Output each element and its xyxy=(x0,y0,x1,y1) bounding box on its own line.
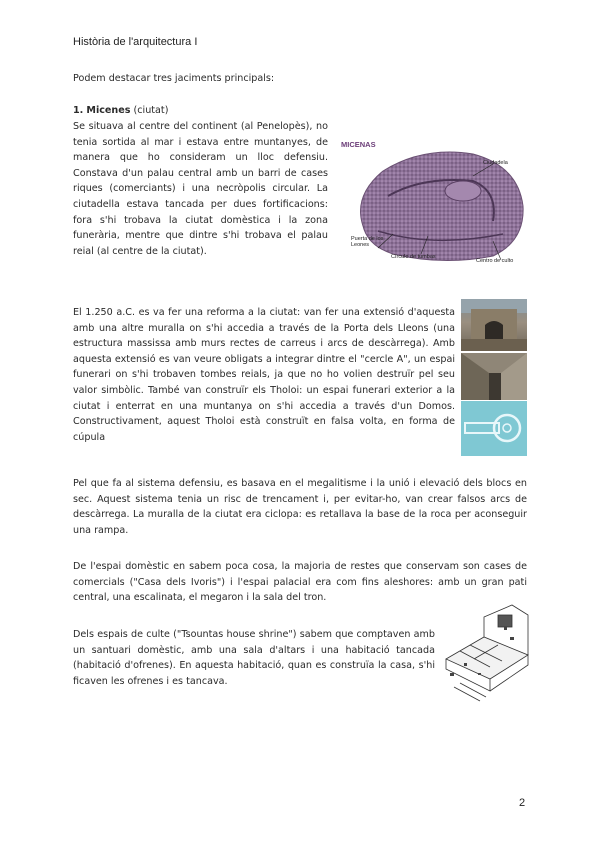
page-number: 2 xyxy=(519,797,526,809)
section-title: Micenes xyxy=(86,105,131,116)
section-subtitle: (ciutat) xyxy=(133,105,169,116)
section-heading xyxy=(73,103,333,119)
page-header: Història de l'arquitectura I xyxy=(73,36,198,48)
map-label-ciudadela: Ciudadela xyxy=(483,160,508,166)
tholos-plan-image xyxy=(461,401,527,456)
shrine-drawing xyxy=(440,597,532,707)
section-number: 1. xyxy=(73,105,84,116)
micenas-map-image xyxy=(333,136,527,266)
lion-gate-photo xyxy=(461,299,527,351)
paragraph-1: Se situava al centre del continent (al Penelopès), no tenia sortida al mar i estava entre muntanyes, de manera que ho consideram un lloc defensiu. Constava d'un palau central amb un barri de cases riques (comerciants) i una necròpolis circular. La ciutadella estava tancada per dues fortificacions: fora s'hi trobava la ciutat domèstica i la zona funerària, mentre que dintre s'hi trobava el palau reial (al centre de la ciutat). xyxy=(73,121,328,257)
paragraph-2: El 1.250 a.C. es va fer una reforma a la ciutat: van fer una extensió d'aquesta amb una altre muralla on s'hi accedia a través de la Porta dels Lleons (una estructura massissa amb murs rectes de carreus i arcs de descàrrega). Amb aquesta extensió es van veure obligats a integrar dintre el "cercle A", un espai funerari on s'hi trobaven tombes reials, ja que no ho volien destruïr pel seu valor simbòlic. També van construïr els Tholoi: un espai funerari exterior a la ciutat i enterrat en una muntanya on s'hi accedia a través d'un Domos. Constructivament, aquest Tholoi està construït en falsa volta, en forma de cúpula xyxy=(73,307,455,443)
paragraph-5: Dels espais de culte ("Tsountas house shrine") sabem que comptaven amb un santuari domèstic, amb una sala d'altars i una habitació tancada (habitació d'ofrenes). En aquesta habitació, quan es construïa la casa, s'hi ficaven les ofrenes i es tancava. xyxy=(73,629,435,687)
map-title: MICENAS xyxy=(341,140,376,149)
paragraph-3: Pel que fa al sistema defensiu, es basava en el megalitisme i la unió i elevació dels blocs en sec. Aquest sistema tenia un risc de trencament i, per evitar-ho, van crear falsos arcs de descàrrega. La muralla de la ciutat era ciclopa: es retallava la base de la roca per aconseguir una rampa. xyxy=(73,478,527,536)
map-label-puerta: Puerta de los Leones xyxy=(351,236,384,248)
map-label-circulo: Círculo de tumbas xyxy=(391,254,436,260)
paragraph-4: De l'espai domèstic en sabem poca cosa, la majoria de restes que conservam son cases de comercials ("Casa dels Ivoris") i l'espai palacial era com fins aleshores: amb un gran pati central, una escalinata, el megaron i la sala del tron. xyxy=(73,561,527,604)
intro-text: Podem destacar tres jaciments principals: xyxy=(73,73,275,84)
tholos-dromos-photo xyxy=(461,353,527,400)
map-label-centro: Centro de culto xyxy=(476,258,514,264)
